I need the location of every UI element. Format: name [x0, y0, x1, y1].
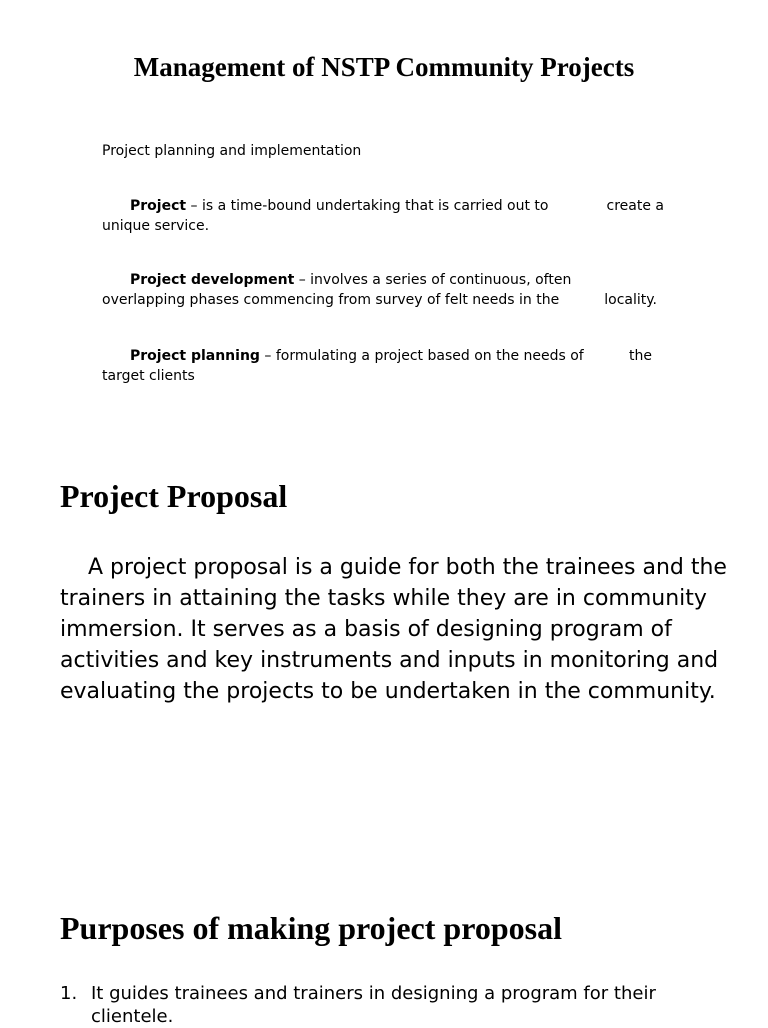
definition-text-end: locality.: [604, 292, 657, 308]
intro-text: Project planning and implementation: [102, 143, 362, 159]
definition-project: [102, 196, 664, 236]
definition-line: [102, 346, 652, 366]
definition-term: Project development: [130, 272, 295, 288]
purposes-list: [60, 982, 700, 1028]
definition-project-development: [102, 270, 657, 310]
definition-line: [102, 216, 664, 236]
page-title: Management of NSTP Community Projects: [133, 52, 635, 82]
definition-text-end: create a: [606, 198, 664, 214]
definition-line: [102, 366, 652, 386]
definition-text: – involves a series of continuous, often: [294, 272, 572, 288]
proposal-body: A project proposal is a guide for both the trainees and the trainers in attaining the tasks while they are in community immersion. It serves as a basis of designing program of activities and key instruments and inputs in monitoring and evaluating the projects to be undertaken in the community.: [60, 555, 727, 704]
section-heading-project-proposal: Project Proposal: [60, 478, 288, 514]
definition-term: Project planning: [130, 348, 260, 364]
section-heading-purposes: Purposes of making project proposal: [60, 910, 562, 946]
list-item-text: It guides trainees and trainers in designing a program for their clientele.: [91, 983, 656, 1027]
definition-text: target clients: [102, 368, 195, 384]
definition-lead: [102, 196, 548, 216]
definition-text: overlapping phases commencing from survey of felt needs in the: [102, 292, 560, 308]
definition-text: unique service.: [102, 218, 210, 234]
definition-text: – formulating a project based on the needs of: [259, 348, 584, 364]
definition-line: [102, 196, 664, 216]
definition-lead: [102, 270, 571, 290]
definition-lead: [102, 346, 584, 366]
list-item: [60, 982, 700, 1028]
definition-text-end: the: [629, 348, 652, 364]
definition-text: – is a time-bound undertaking that is carried out to: [186, 198, 549, 214]
list-item-number: 1.: [60, 983, 78, 1004]
definition-line: [102, 290, 657, 310]
definition-line: [102, 270, 657, 290]
definition-project-planning: [102, 346, 652, 386]
definition-term: Project: [130, 198, 187, 214]
